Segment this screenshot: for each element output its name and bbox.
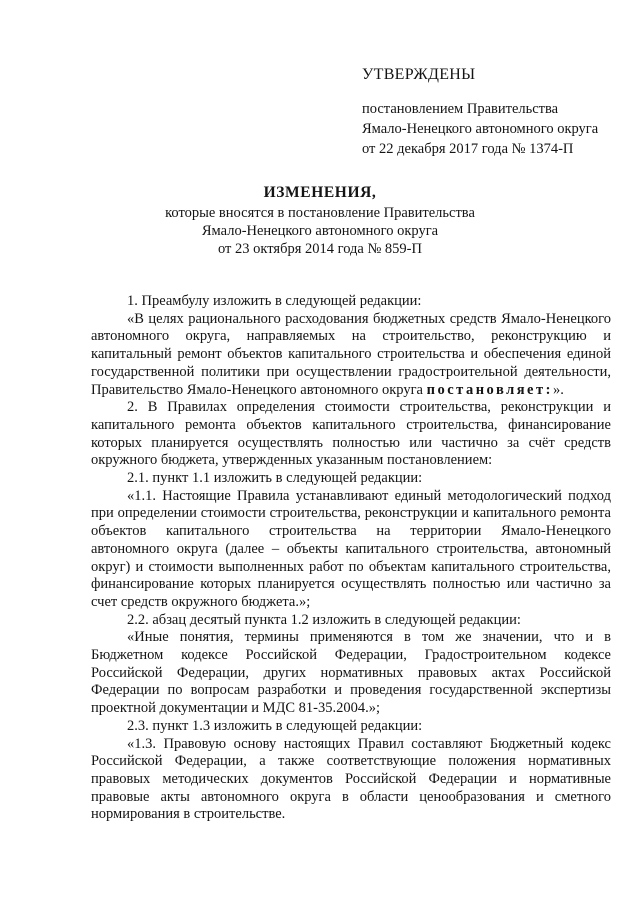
approved-heading: УТВЕРЖДЕНЫ [362, 66, 476, 83]
paragraph-item-2: 2. В Правилах определения стоимости строительства, реконструкции и капитального ремонта объектов капитального строительства, финансирование которых планируется осуществлять полностью или частично за счёт средств окружного бюджета, утвержденных указанным постановлением: [91, 399, 611, 469]
paragraph-quote-1-1: «1.1. Настоящие Правила устанавливают единый методологический подход при определении стоимости строительства, реконструкции и капитального ремонта объектов капитального строительства на территории Ямало-Ненецкого автономного округа (далее – объекты капитального строительства, автономный округ) и стоимости выполненных работ по объектам капитального строительства, финансирование которых планируется осуществлять полностью или частично за счет средств окружного бюджета.»; [91, 487, 611, 610]
approval-line: постановлением Правительства [362, 101, 559, 117]
preamble-text: «В целях рационального расходования бюджетных средств Ямало-Ненецкого автономного округа, направляемых на строительство, реконструкцию и капитальный ремонт объектов капитального строительства и обеспечения единой государственной политики при осуществлении градостроительной деятельности, Правительство Ямало-Ненецкого автономного округа [91, 310, 611, 398]
subtitle-line: от 23 октября 2014 года № 859-П [218, 241, 422, 257]
paragraph-item-1: 1. Преамбулу изложить в следующей редакции: [127, 293, 422, 309]
paragraph-quote-1-3: «1.3. Правовую основу настоящих Правил составляют Бюджетный кодекс Российской Федерации, а также соответствующие положения нормативных правовых методических документов Российской Федерации и нормативные правовые акты автономного округа в области ценообразования и сметного нормирования в строительстве. [91, 735, 611, 823]
approval-reference [362, 99, 598, 159]
document-body [91, 293, 611, 824]
approval-line: от 22 декабря 2017 года № 1374-П [362, 141, 574, 157]
paragraph-preamble [91, 311, 611, 400]
resolves-word: постановляет: [426, 381, 553, 398]
paragraph-quote-terms: «Иные понятия, термины применяются в том же значении, что и в Бюджетном кодексе Российской Федерации, Градостроительном кодексе Российской Федерации, других нормативных правовых актах Российской Федерации по вопросам разработки и проведения государственной экспертизы проектной документации и МДС 81-35.2004.»; [91, 629, 611, 717]
subtitle-line: Ямало-Ненецкого автономного округа [201, 223, 439, 239]
paragraph-item-2-1: 2.1. пункт 1.1 изложить в следующей редакции: [127, 470, 423, 487]
document-subtitle [0, 204, 640, 258]
approval-line: Ямало-Ненецкого автономного округа [362, 121, 599, 137]
subtitle-line: которые вносятся в постановление Правительства [165, 205, 475, 221]
preamble-closing: ». [552, 381, 564, 398]
paragraph-item-2-3: 2.3. пункт 1.3 изложить в следующей редакции: [127, 717, 423, 734]
paragraph-item-2-2: 2.2. абзац десятый пункта 1.2 изложить в следующей редакции: [127, 611, 521, 628]
document-title: ИЗМЕНЕНИЯ, [263, 184, 377, 201]
